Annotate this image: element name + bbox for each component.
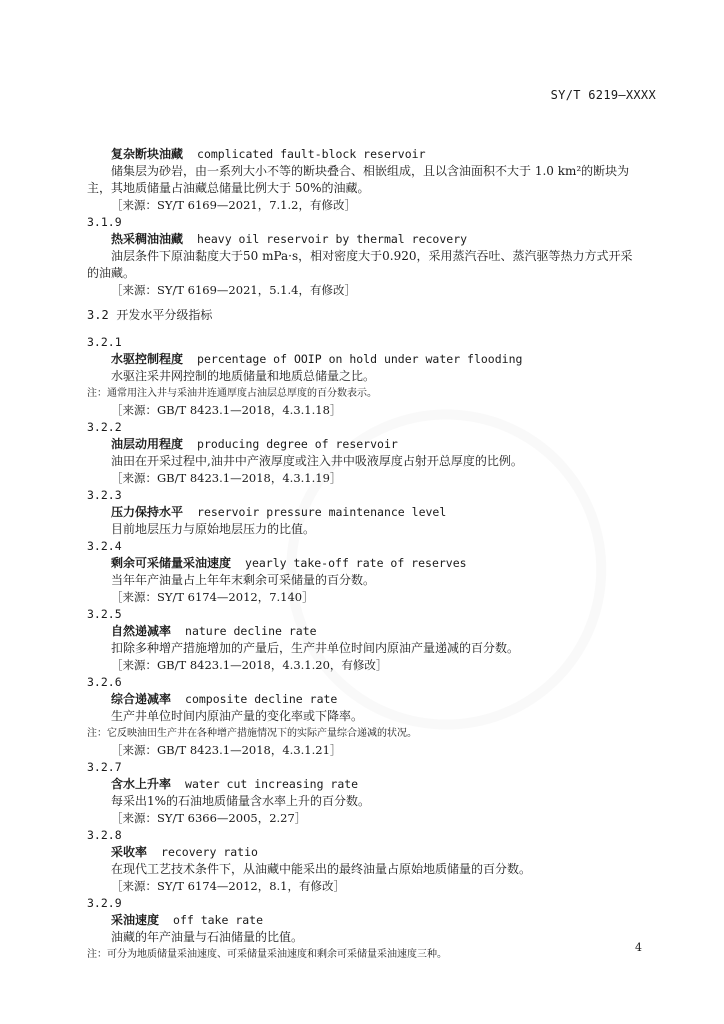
clause-number: 3.2.4 [87,539,122,553]
definition-line: 储集层为砂岩，由一系列大小不等的断块叠合、相嵌组成，且以含油面积不大于 1.0 km²的断块为 [111,164,630,178]
term-chinese: 含水上升率 [111,777,172,791]
definition-line: 油层条件下原油黏度大于50 mPa·s，相对密度大于0.920，采用蒸汽吞吐、蒸汽驱等热力方式开采 [111,249,633,263]
term-english: recovery ratio [161,845,258,859]
term-chinese: 热采稠油油藏 [111,232,184,246]
term-line [87,146,657,163]
note-line: 注：可分为地质储量采油速度、可采储量采油速度和剩余可采储量采油速度三种。 [87,949,447,960]
source-citation: ［来源：SY/T 6174—2012，7.140］ [111,590,314,604]
term-english: composite decline rate [185,692,338,706]
section-title: 开发水平分级指标 [116,308,213,322]
term-line [87,231,657,248]
source-citation: ［来源：SY/T 6174—2012，8.1，有修改］ [111,879,345,893]
definition-line: 在现代工艺技术条件下，从油藏中能采出的最终油量占原始地质储量的百分数。 [111,862,532,876]
term-line [87,351,657,368]
page-number: 4 [635,941,642,954]
definition-line: 油藏的年产油量与石油储量的比值。 [111,930,304,944]
source-citation: ［来源：GB/T 8423.1—2018，4.3.1.19］ [111,471,342,485]
term-chinese: 自然递减率 [111,624,172,638]
term-line [87,844,657,861]
clause-number: 3.2.8 [87,828,122,842]
document-code-header: SY/T 6219—XXXX [550,88,656,102]
term-english: yearly take-off rate of reserves [245,556,467,570]
source-citation: ［来源：GB/T 8423.1—2018，4.3.1.21］ [111,743,342,757]
term-line [87,555,657,572]
clause-number: 3.2.5 [87,607,122,621]
clause-number: 3.1.9 [87,215,122,229]
term-chinese: 综合递减率 [111,692,172,706]
clause-number: 3.2.2 [87,420,122,434]
term-line [87,504,657,521]
section-heading [87,307,657,324]
term-line [87,912,657,929]
clause-number: 3.2.7 [87,760,122,774]
document-body [87,146,657,963]
definition-line: 目前地层压力与原始地层压力的比值。 [111,522,316,536]
clause-number: 3.2.3 [87,488,122,502]
definition-line: 的油藏。 [87,266,136,280]
term-english: heavy oil reservoir by thermal recovery [197,232,468,246]
definition-line: 油田在开采过程中,油井中产液厚度或注入井中吸液厚度占射开总厚度的比例。 [111,454,523,468]
source-citation: ［来源：GB/T 8423.1—2018，4.3.1.20，有修改］ [111,658,388,672]
source-citation: ［来源：SY/T 6366—2005，2.27］ [111,811,307,825]
note-line: 注：它反映油田生产井在各种增产措施情况下的实际产量综合递减的状况。 [87,728,417,739]
term-chinese: 压力保持水平 [111,505,184,519]
clause-number: 3.2.9 [87,896,122,910]
definition-line: 主，其地质储量占油藏总储量比例大于 50%的油藏。 [87,181,370,195]
source-citation: ［来源：GB/T 8423.1—2018，4.3.1.18］ [111,403,342,417]
clause-number: 3.2.6 [87,675,122,689]
term-chinese: 油层动用程度 [111,437,184,451]
term-english: reservoir pressure maintenance level [197,505,447,519]
section-number: 3.2 [87,308,109,322]
term-line [87,691,657,708]
definition-line: 水驱注采井网控制的地质储量和地质总储量之比。 [111,369,376,383]
term-english: producing degree of reservoir [197,437,398,451]
term-chinese: 采收率 [111,845,148,859]
source-citation: ［来源：SY/T 6169—2021，7.1.2，有修改］ [111,198,356,212]
term-english: nature decline rate [185,624,317,638]
term-line [87,436,657,453]
clause-number: 3.2.1 [87,335,122,349]
term-line [87,623,657,640]
term-chinese: 复杂断块油藏 [111,147,184,161]
term-chinese: 采油速度 [111,913,160,927]
term-chinese: 水驱控制程度 [111,352,184,366]
term-line [87,776,657,793]
definition-line: 扣除多种增产措施增加的产量后，生产井单位时间内原油产量递减的百分数。 [111,641,520,655]
definition-line: 每采出1%的石油地质储量含水率上升的百分数。 [111,794,371,808]
source-citation: ［来源：SY/T 6169—2021，5.1.4，有修改］ [111,283,356,297]
term-chinese: 剩余可采储量采油速度 [111,556,232,570]
note-line: 注：通常用注入井与采油井连通厚度占油层总厚度的百分数表示。 [87,388,377,399]
term-english: off take rate [173,913,264,927]
term-english: water cut increasing rate [185,777,359,791]
definition-line: 生产井单位时间内原油产量的变化率或下降率。 [111,709,364,723]
term-english: complicated fault-block reservoir [197,147,426,161]
term-english: percentage of OOIP on hold under water flooding [197,352,523,366]
definition-line: 当年年产油量占上年年末剩余可采储量的百分数。 [111,573,376,587]
